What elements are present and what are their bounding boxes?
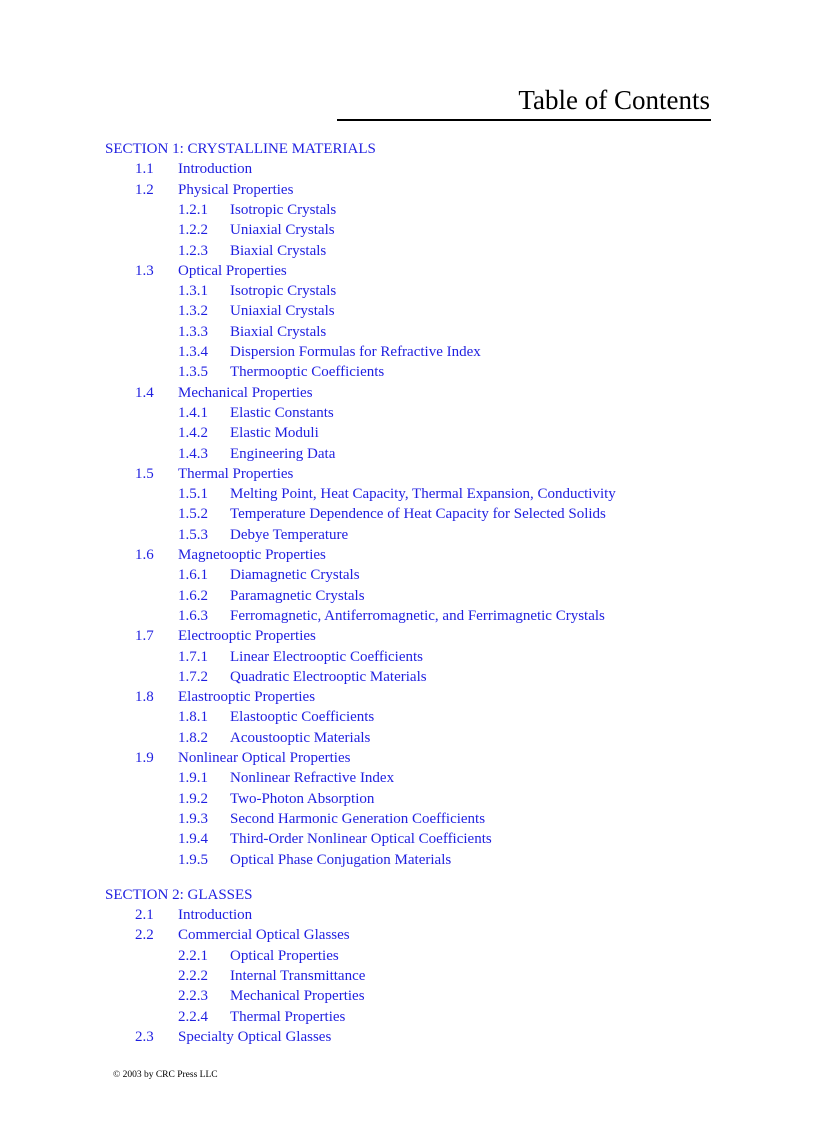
toc-entry-link[interactable]: Temperature Dependence of Heat Capacity for Selected Solids: [230, 506, 606, 523]
toc-entry-link[interactable]: Diamagnetic Crystals: [230, 567, 360, 584]
toc-subentry: [0, 829, 816, 849]
toc-entry: [0, 545, 816, 565]
toc-entry-number: 1.8.1: [178, 709, 208, 726]
toc-subentry: [0, 728, 816, 748]
toc-entry-link[interactable]: Biaxial Crystals: [230, 323, 327, 340]
toc-entry-number: 1.5: [135, 465, 154, 482]
toc-entry-link[interactable]: Optical Properties: [178, 262, 287, 279]
toc-subentry: [0, 484, 816, 504]
toc-subentry: [0, 809, 816, 829]
toc-entry-link[interactable]: Commercial Optical Glasses: [178, 927, 350, 944]
toc-entry-number: 1.9.1: [178, 770, 208, 787]
toc-entry-link[interactable]: Isotropic Crystals: [230, 283, 337, 300]
toc-entry-link[interactable]: Optical Phase Conjugation Materials: [230, 851, 452, 868]
toc-entry-number: 1.8: [135, 689, 154, 706]
toc-entry-number: 1.3.5: [178, 364, 208, 381]
toc-entry-link[interactable]: Biaxial Crystals: [230, 242, 327, 259]
toc-entry-number: 1.9.4: [178, 831, 208, 848]
toc-subentry: [0, 789, 816, 809]
toc-entry-number: 1.6.1: [178, 567, 208, 584]
toc-entry-link[interactable]: Two-Photon Absorption: [230, 790, 375, 807]
toc-entry-number: 1.9.5: [178, 851, 208, 868]
toc-entry-link[interactable]: Nonlinear Refractive Index: [230, 770, 395, 787]
toc-subentry: [0, 342, 816, 362]
toc-subentry: [0, 768, 816, 788]
toc-entry-link[interactable]: Nonlinear Optical Properties: [178, 750, 351, 766]
toc-subentry: [0, 200, 816, 220]
toc-entry-link[interactable]: Dispersion Formulas for Refractive Index: [230, 344, 481, 360]
toc-section-heading: [0, 885, 816, 905]
toc-entry-link[interactable]: Mechanical Properties: [230, 988, 365, 1005]
toc-entry-link[interactable]: Thermal Properties: [178, 465, 294, 482]
toc-entry-link[interactable]: Melting Point, Heat Capacity, Thermal Expansion, Conductivity: [230, 486, 616, 503]
toc-entry-number: 1.2.2: [178, 222, 208, 239]
toc-entry-number: 1.1: [135, 161, 154, 178]
toc-entry-link[interactable]: Engineering Data: [230, 445, 336, 462]
toc-entry-number: 1.3: [135, 262, 154, 279]
toc-entry-link[interactable]: Specialty Optical Glasses: [178, 1028, 332, 1045]
toc-subentry: [0, 444, 816, 464]
toc-entry-link[interactable]: Elastrooptic Properties: [178, 689, 316, 706]
toc-entry-link[interactable]: Electrooptic Properties: [178, 628, 316, 645]
toc-entry-number: 1.4.1: [178, 404, 208, 421]
toc-entry-number: 1.6.3: [178, 607, 208, 624]
toc-entry-link[interactable]: Thermooptic Coefficients: [230, 364, 385, 381]
toc-subentry: [0, 586, 816, 606]
toc-entry-link[interactable]: Thermal Properties: [230, 1008, 346, 1025]
toc-subentry: [0, 301, 816, 321]
toc-entry-link[interactable]: Introduction: [178, 161, 253, 178]
toc-entry-number: 2.2.2: [178, 968, 208, 984]
toc-entry-number: 1.3.1: [178, 283, 208, 300]
toc-entry: [0, 626, 816, 646]
toc-subentry: [0, 281, 816, 301]
toc-subentry: [0, 241, 816, 261]
toc-entry-link[interactable]: Linear Electrooptic Coefficients: [230, 648, 423, 665]
toc-entry-number: 1.7: [135, 628, 154, 645]
toc-entry-number: 1.7.2: [178, 668, 208, 685]
toc-entry-link[interactable]: Magnetooptic Properties: [178, 547, 326, 563]
toc-entry-link[interactable]: Second Harmonic Generation Coefficients: [230, 810, 486, 827]
toc-entry-number: 1.9: [135, 750, 154, 766]
toc-entry-number: 1.7.1: [178, 648, 208, 665]
toc-section-heading: [0, 139, 816, 159]
toc-entry-number: 1.4.2: [178, 425, 208, 442]
toc-subentry: [0, 504, 816, 524]
toc-entry-number: 1.8.2: [178, 729, 208, 746]
toc-subentry: [0, 565, 816, 585]
toc-entry-link[interactable]: SECTION 2: GLASSES: [105, 886, 253, 903]
toc-entry: [0, 905, 816, 925]
toc-entry: [0, 180, 816, 200]
toc-subentry: [0, 403, 816, 423]
toc-entry-number: 1.2: [135, 181, 154, 198]
toc-entry-link[interactable]: Debye Temperature: [230, 526, 349, 543]
toc-entry: [0, 261, 816, 281]
toc-subentry: [0, 647, 816, 667]
toc-entry-number: 1.4.3: [178, 445, 208, 462]
toc-subentry: [0, 966, 816, 986]
toc-entry-number: 1.3.4: [178, 344, 208, 360]
toc-subentry: [0, 707, 816, 727]
toc-subentry: [0, 362, 816, 382]
toc-entry-link[interactable]: Uniaxial Crystals: [230, 303, 335, 320]
toc-entry: [0, 687, 816, 707]
toc-subentry: [0, 525, 816, 545]
toc-entry-link[interactable]: Paramagnetic Crystals: [230, 587, 365, 604]
toc-entry-link[interactable]: Introduction: [178, 907, 253, 924]
toc-entry-link[interactable]: Elastic Moduli: [230, 425, 319, 442]
toc-entry-number: 1.6.2: [178, 587, 208, 604]
toc-subentry: [0, 946, 816, 966]
toc-entry-link[interactable]: Elastooptic Coefficients: [230, 709, 375, 726]
toc-entry-number: 1.6: [135, 547, 154, 563]
toc-entry-number: 1.2.1: [178, 201, 208, 218]
toc-entry-link[interactable]: Elastic Constants: [230, 404, 334, 421]
toc-entry-number: 1.5.1: [178, 486, 208, 503]
toc-entry-number: 1.3.2: [178, 303, 208, 320]
toc-entry-link[interactable]: Acoustooptic Materials: [230, 729, 371, 746]
toc-subentry: [0, 986, 816, 1006]
title-underline: [337, 119, 711, 121]
toc-entry-number: 2.2.1: [178, 947, 208, 964]
toc-entry-link[interactable]: Isotropic Crystals: [230, 201, 337, 218]
toc-entry-link[interactable]: Ferromagnetic, Antiferromagnetic, and Ferrimagnetic Crystals: [230, 607, 605, 624]
toc-entry-number: 1.9.2: [178, 790, 208, 807]
page-title: Table of Contents: [518, 85, 710, 115]
toc-entry-link[interactable]: Physical Properties: [178, 181, 294, 198]
toc-entry-link[interactable]: Third-Order Nonlinear Optical Coefficients: [230, 831, 492, 848]
toc-entry-number: 1.4: [135, 384, 154, 401]
toc-entry-number: 2.2.3: [178, 988, 208, 1005]
toc-subentry: [0, 220, 816, 240]
toc-entry: [0, 1027, 816, 1047]
toc-subentry: [0, 850, 816, 870]
toc-entry-link[interactable]: SECTION 1: CRYSTALLINE MATERIALS: [105, 141, 376, 157]
toc-entry-link[interactable]: Uniaxial Crystals: [230, 222, 335, 239]
toc-entry-number: 2.3: [135, 1028, 154, 1045]
toc-entry: [0, 748, 816, 768]
toc-entry-number: 2.2.4: [178, 1008, 208, 1025]
toc-entry-number: 1.5.2: [178, 506, 208, 523]
toc-entry: [0, 159, 816, 179]
toc-entry-link[interactable]: Optical Properties: [230, 947, 339, 964]
toc-entry-number: 1.9.3: [178, 810, 208, 827]
toc-entry-link[interactable]: Mechanical Properties: [178, 384, 313, 401]
toc-entry-number: 1.2.3: [178, 242, 208, 259]
toc-subentry: [0, 667, 816, 687]
toc-entry-link[interactable]: Quadratic Electrooptic Materials: [230, 668, 427, 685]
toc-entry-number: 2.1: [135, 907, 154, 924]
toc-subentry: [0, 322, 816, 342]
toc-subentry: [0, 423, 816, 443]
toc-entry-number: 1.3.3: [178, 323, 208, 340]
toc-entry: [0, 383, 816, 403]
copyright-footer: © 2003 by CRC Press LLC: [113, 1070, 218, 1080]
toc-entry-number: 1.5.3: [178, 526, 208, 543]
toc-entry: [0, 464, 816, 484]
toc-entry-link[interactable]: Internal Transmittance: [230, 968, 366, 984]
toc-subentry: [0, 606, 816, 626]
toc-subentry: [0, 1007, 816, 1027]
toc-entry-number: 2.2: [135, 927, 154, 944]
toc-entry: [0, 925, 816, 945]
